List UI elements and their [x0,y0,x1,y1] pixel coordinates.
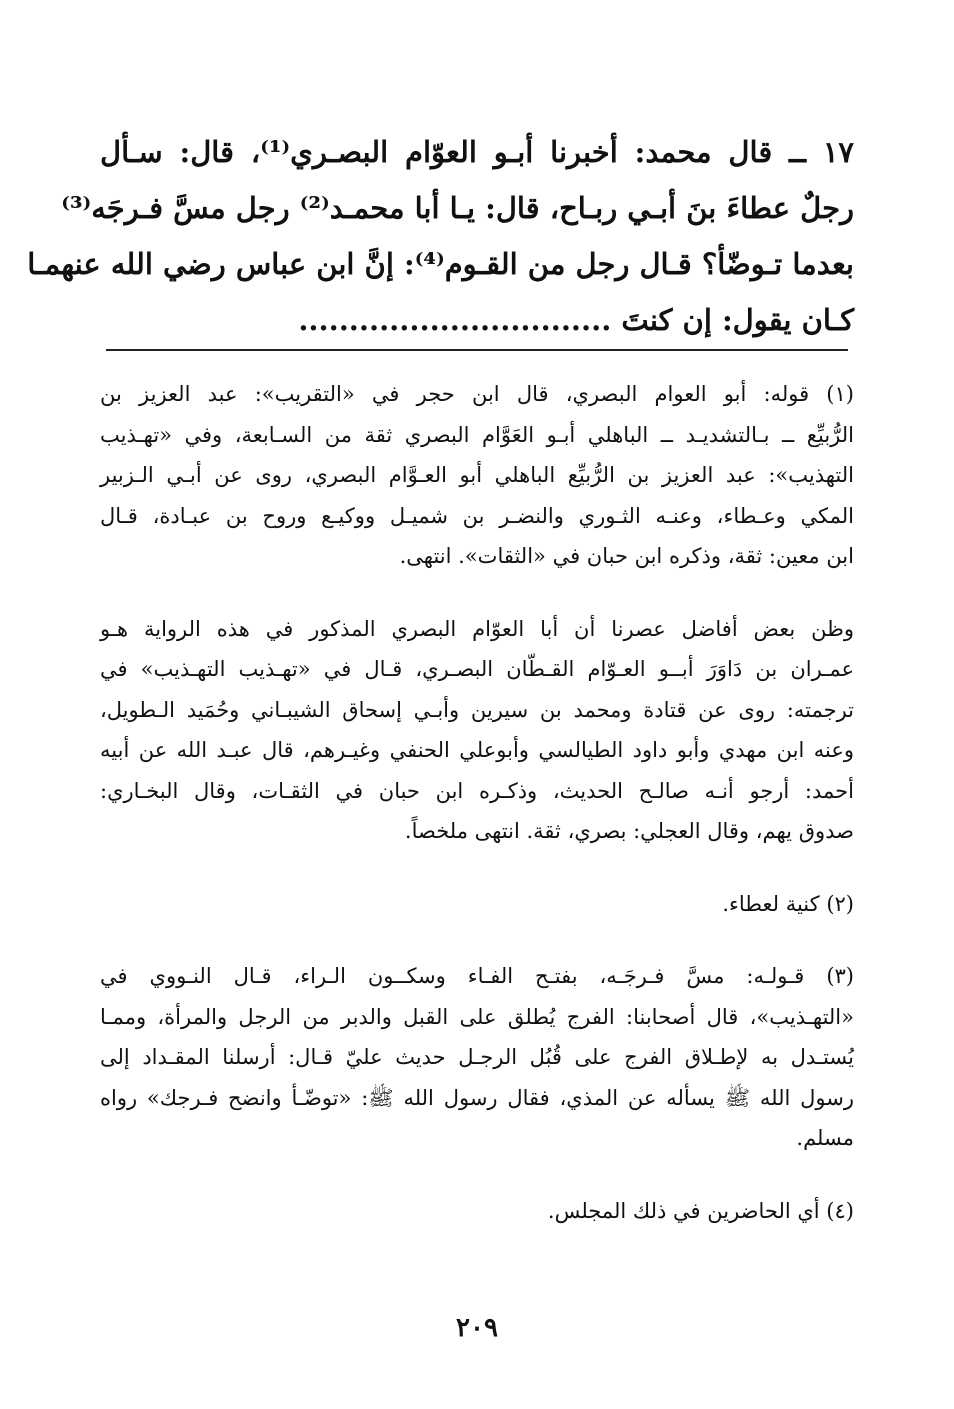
footnote-line: أحمد: أرجو أنـه صالـح الحديث، وذكـره ابن حبان في الثقـات، وقال البخـاري: [100,778,854,803]
main-line: كـان يقول: إن كنتَ ............................... [298,303,854,337]
footnote-separator [106,349,848,351]
footnote-line: المكي وعـطاء، وعنـه الثـوري والنضـر بن شميـل ووكيـع وروح بن عبـادة، قـال [100,503,854,528]
footnote-line: (٣) قـولـه: مسَّ فـرجَـه، بفتـح الفـاء وسكــون الـراء، قـال النـووي في [100,964,854,988]
main-line: بعدما تـوضّأ؟ قـال رجل من القـوم⁽⁴⁾: إنَّ ابن عباس رضي الله عنهمـا [27,247,854,281]
footnotes-section [100,374,854,1263]
footnote-1-continuation [100,609,854,852]
footnote-line: مسلم. [796,1126,854,1150]
footnote-line: وظن بعض أفاضل عصرنا أن أبا العوّام البصري المذكور في هذه الرواية هـو [100,616,854,641]
footnote-3 [100,956,854,1159]
footnote-line: (٢) كنية لعطاء. [722,891,854,916]
footnote-line: وعنه ابن مهدي وأبو داود الطيالسي وأبوعلي الحنفي وغيـرهم، قال عبـد الله عن أبيه [100,738,854,762]
footnote-1 [100,374,854,577]
footnote-4 [100,1191,854,1232]
footnote-line: (١) قوله: أبو العوام البصري، قال ابن حجر في «التقريب»: عبد العزيز بن [100,382,854,406]
main-hadith-text [27,124,854,348]
main-line: رجلٌ عطاءَ بنَ أبـي ربـاح، قال: يـا أبا محمـد⁽²⁾ رجل مسَّ فـرجَه⁽³⁾ [61,191,854,225]
footnote-line: ابن معين: ثقة، وذكره ابن حبان في «الثقات». انتهى. [399,544,854,568]
footnote-line: يُستـدل به لإطـلاق الفرج على قُبُل الرجـل حديث عليّ قـال: أرسلنا المقـداد إلى [100,1045,854,1069]
footnote-line: (٤) أي الحاضرين في ذلك المجلس. [547,1198,854,1223]
footnote-line: رسول الله ﷺ يسأله عن المذي، فقال رسول الله ﷺ: «توضّـأ وانضح فـرجك» رواه [100,1085,854,1110]
footnote-line: التهذيب»: عبد العزيز بن الرُّبيِّع الباهلي أبو العـوَّام البصري، روى عن أبـي الـزبير [100,463,854,487]
footnote-line: ترجمته: روى عن قتادة ومحمد بن سيرين وأبـي إسحاق الشيبـاني وحُمَيد الـطويل، [100,697,854,722]
footnote-line: الرُّبيِّع ــ بـالتشديـد ــ الباهلي أبـو العَوَّام البصري ثقة من السـابعة، وفي «تهـذيب [100,422,854,447]
main-line: ١٧ ــ قال محمد: أخبرنا أبـو العوّام البصـري⁽¹⁾، قال: سـأل [100,135,854,169]
page-number: ٢٠٩ [456,1313,498,1343]
footnote-line: عمـران بن دَاوَرَ أبــو العـوّام القـطّان البصـري، قـال في «تهـذيب التهـذيب» في [100,657,854,681]
footnote-line: صدوق يهم، وقال العجلي: بصري، ثقة. انتهى ملخصاً. [404,819,854,843]
footnote-line: «التهـذيب»، قال أصحابنا: الفرج يُطلق على القبل والدبر من الرجل والمرأة، وممـا [100,1004,854,1029]
footnote-2 [100,884,854,925]
